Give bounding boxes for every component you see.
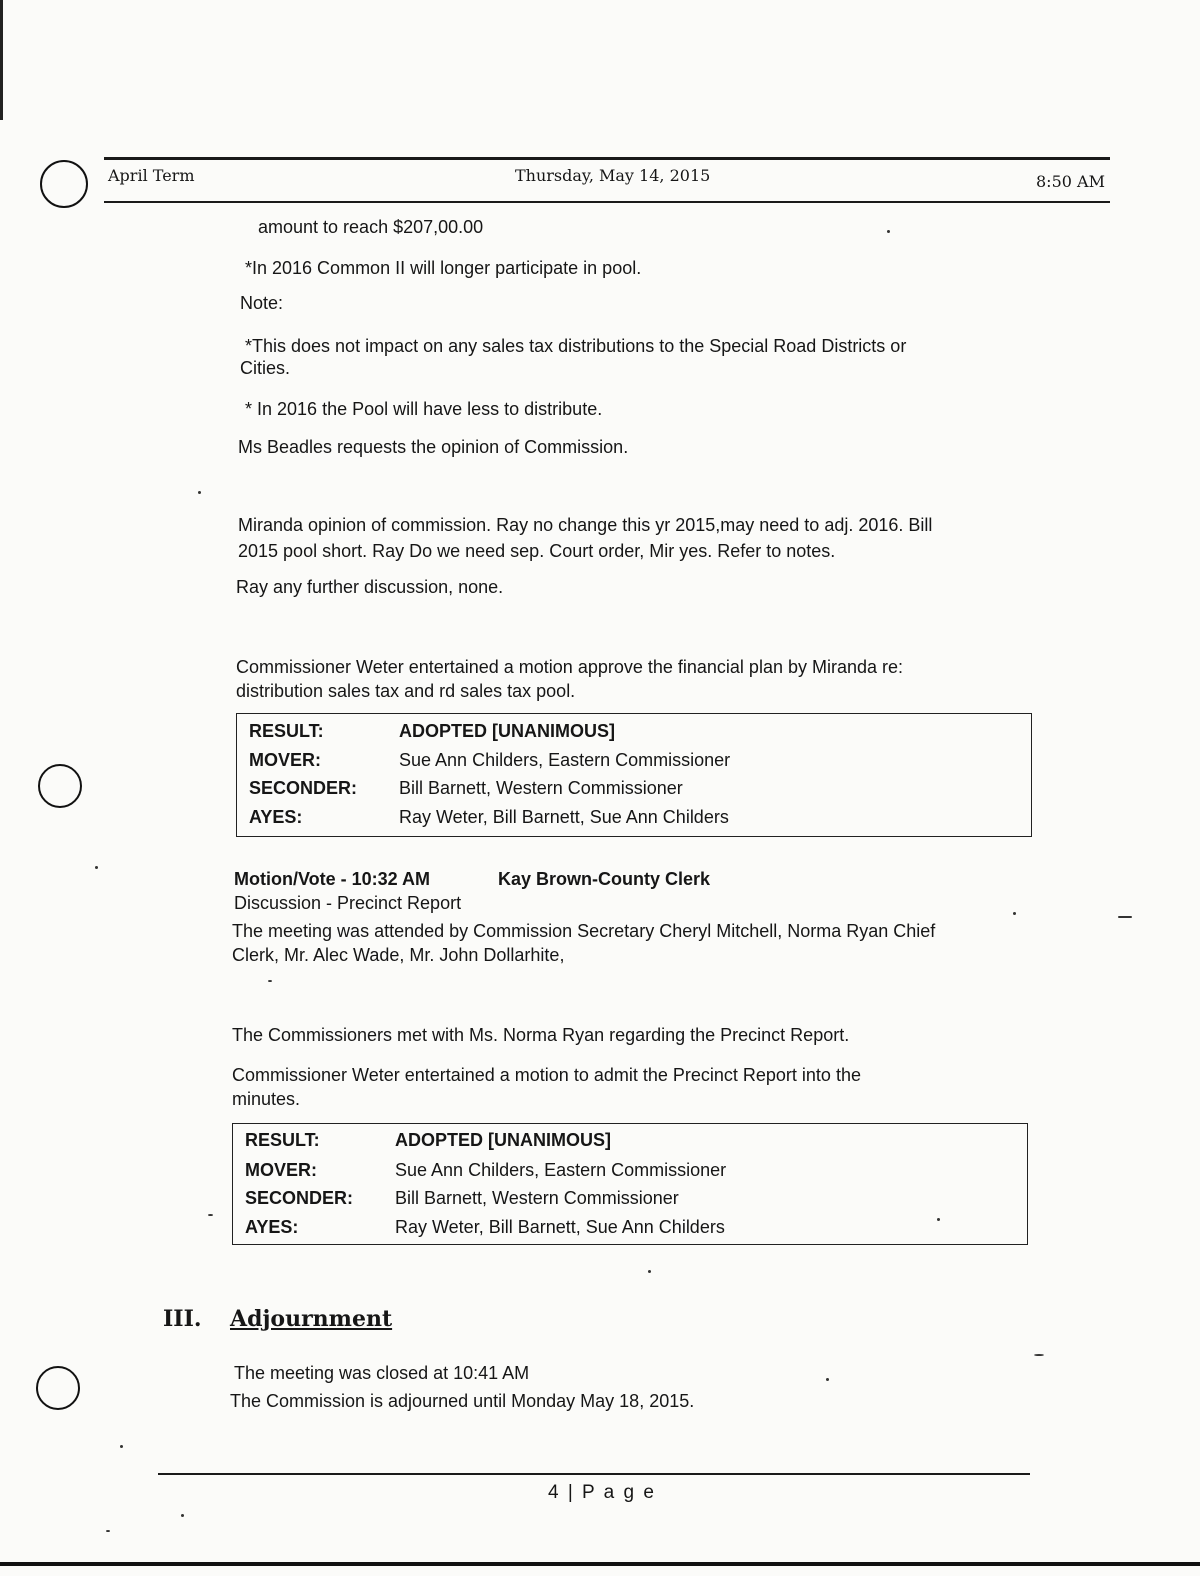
scan-speck [887,230,890,233]
vote1-ayes-label: AYES: [249,807,303,827]
scan-speck [106,1530,110,1532]
punch-hole-top [40,160,88,208]
adjourned-until: The Commission is adjourned until Monday May 18, 2015. [230,1391,695,1411]
vote2-seconder-row [245,1187,679,1209]
vote-table-2 [232,1123,1028,1245]
vote2-ayes-value: Ray Weter, Bill Barnett, Sue Ann Childers [395,1217,725,1237]
section-number: III. [163,1306,202,1332]
motion2-line1: Commissioner Weter entertained a motion to admit the Precinct Report into the [232,1065,861,1085]
punch-hole-bottom [36,1366,80,1410]
scan-speck [1034,1354,1044,1356]
scan-speck [181,1514,184,1517]
scan-speck [120,1445,123,1448]
vote1-result-row [249,720,615,742]
motion-vote-heading: Motion/Vote - 10:32 AM [234,869,431,889]
vote1-result-label: RESULT: [249,721,324,741]
met-with-ryan: The Commissioners met with Ms. Norma Ryan regarding the Precinct Report. [232,1025,850,1045]
scan-speck [1118,916,1132,918]
vote2-ayes-label: AYES: [245,1217,299,1237]
header-bottom-rule [104,201,1110,203]
motion-vote-presenter: Kay Brown-County Clerk [498,869,711,889]
section-title-adjournment: Adjournment [230,1306,393,1332]
text-amount: amount to reach $207,00.00 [258,217,484,237]
scan-speck [648,1270,651,1273]
vote1-ayes-row [249,806,729,828]
motion2-line2: minutes. [232,1089,301,1109]
vote1-seconder-row [249,777,683,799]
discussion-line1: Miranda opinion of commission. Ray no change this yr 2015,may need to adj. 2016. Bill [238,515,933,535]
header-top-rule [104,157,1110,160]
note-label: Note: [240,293,284,313]
page-number: 4 | P a g e [548,1482,656,1503]
scan-edge-left [0,0,3,120]
note-sales-tax-line1: *This does not impact on any sales tax distributions to the Special Road Districts or [245,336,907,356]
header-time: 8:50 AM [1036,172,1105,191]
vote2-result-label: RESULT: [245,1130,320,1150]
header-term: April Term [108,166,195,185]
scan-speck [268,980,272,982]
note-pool-less: * In 2016 the Pool will have less to distribute. [245,399,603,419]
vote1-mover-label: MOVER: [249,750,321,770]
scan-speck [198,491,201,494]
scan-speck [826,1378,829,1381]
text-common-ii: *In 2016 Common II will longer participate in pool. [245,258,642,278]
scan-speck [937,1218,940,1221]
vote2-mover-value: Sue Ann Childers, Eastern Commissioner [395,1160,727,1180]
motion1-line1: Commissioner Weter entertained a motion approve the financial plan by Miranda re: [236,657,904,677]
vote1-mover-row [249,749,731,771]
scan-speck [95,866,98,869]
scan-speck [208,1214,213,1216]
discussion-line2: 2015 pool short. Ray Do we need sep. Court order, Mir yes. Refer to notes. [238,541,836,561]
meeting-closed-time: The meeting was closed at 10:41 AM [234,1363,530,1383]
vote1-mover-value: Sue Ann Childers, Eastern Commissioner [399,750,731,770]
header-date: Thursday, May 14, 2015 [515,166,711,185]
discussion-precinct-report: Discussion - Precinct Report [234,893,462,913]
vote1-ayes-value: Ray Weter, Bill Barnett, Sue Ann Childers [399,807,729,827]
vote1-seconder-label: SECONDER: [249,778,358,798]
note-sales-tax-line2: Cities. [240,358,291,378]
scan-edge-bottom [0,1562,1200,1566]
vote2-seconder-value: Bill Barnett, Western Commissioner [395,1188,679,1208]
punch-hole-middle [38,764,82,808]
motion1-line2: distribution sales tax and rd sales tax pool. [236,681,576,701]
vote2-mover-row [245,1159,727,1181]
scan-speck [1013,912,1016,915]
vote2-result-value: ADOPTED [UNANIMOUS] [395,1130,611,1150]
discussion-line3: Ray any further discussion, none. [236,577,504,597]
vote-table-1 [236,713,1032,837]
vote2-result-row [245,1129,611,1151]
vote2-mover-label: MOVER: [245,1160,317,1180]
vote1-result-value: ADOPTED [UNANIMOUS] [399,721,615,741]
vote2-seconder-label: SECONDER: [245,1188,354,1208]
vote1-seconder-value: Bill Barnett, Western Commissioner [399,778,683,798]
attendance-line1: The meeting was attended by Commission Secretary Cheryl Mitchell, Norma Ryan Chief [232,921,936,941]
vote2-ayes-row [245,1216,725,1238]
footer-rule [158,1473,1030,1475]
attendance-line2: Clerk, Mr. Alec Wade, Mr. John Dollarhite, [232,945,565,965]
text-beadles-request: Ms Beadles requests the opinion of Commission. [238,437,629,457]
